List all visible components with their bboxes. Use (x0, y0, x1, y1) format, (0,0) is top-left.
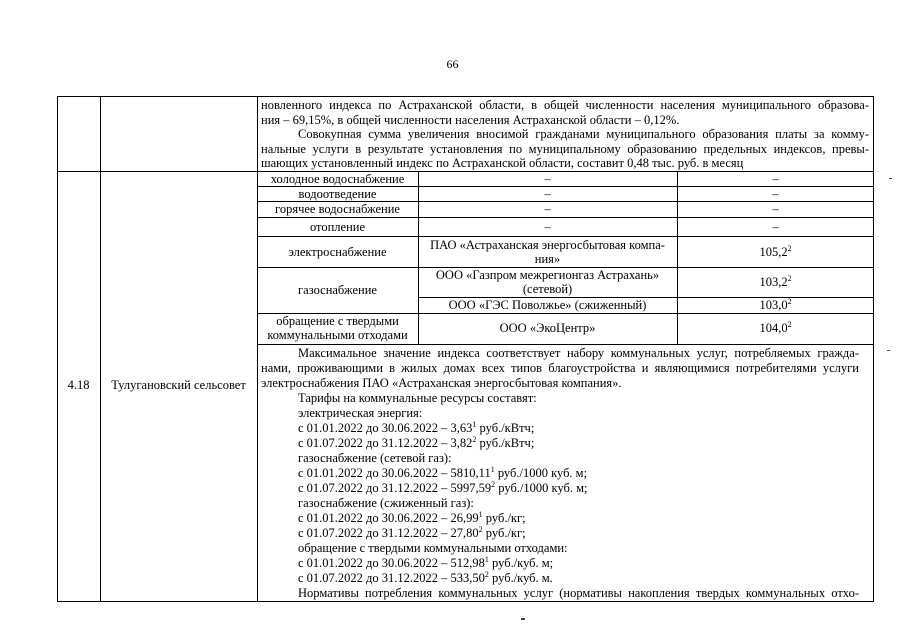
index-value: – (772, 220, 779, 234)
services-row-line (257, 236, 874, 237)
provider-name: – (544, 202, 551, 216)
tariff-heading: обращение с твердыми коммунальными отходами: (298, 541, 568, 555)
index-number: 103,0 (759, 298, 788, 312)
index-value (677, 298, 874, 313)
index-number: 103,2 (759, 275, 788, 289)
provider-name: ООО «ГЭС Поволжье» (сжиженный) (448, 298, 647, 312)
index-number: 104,0 (759, 321, 788, 335)
service-name: обращение с твердыми (276, 314, 399, 328)
service-name: горячее водоснабжение (275, 202, 400, 216)
provider-name: (сетевой) (522, 282, 573, 296)
body-text-line: нами, проживающими в жилых домах всех типов благоустройства и являющимися потребителями услуги (261, 361, 859, 375)
service-name: отопление (309, 220, 366, 234)
provider-name: ния» (534, 252, 561, 266)
provider-name: – (544, 220, 551, 234)
body-text-line: Максимальное значение индекса соответствует набору коммунальных услуг, потребляемых гражда- (298, 346, 859, 360)
tariff-heading: газоснабжение (сжиженный газ): (298, 496, 474, 510)
scan-speck (521, 618, 525, 620)
row-number: 4.18 (67, 378, 90, 392)
index-value (677, 245, 874, 260)
top-text-line: ния – 69,15%, в общей численности населения Астраханской области – 0,12%. (261, 113, 680, 127)
municipality-name: Тулугановский сельсовет (111, 378, 246, 392)
scan-speck (889, 178, 892, 179)
body-text-line: электроснабжения ПАО «Астраханская энергосбытовая компания». (261, 376, 622, 390)
service-name: холодное водоснабжение (270, 172, 405, 186)
tariff-line: с 01.01.2022 до 30.06.2022 – 3,63$^1$ руб./кВтч; (298, 420, 535, 435)
index-value (677, 275, 874, 290)
page-number: 66 (446, 57, 459, 71)
service-name: коммунальными отходами (267, 328, 408, 342)
tariff-line: с 01.07.2022 до 31.12.2022 – 533,50$^2$ руб./куб. м. (298, 570, 553, 585)
service-name: электроснабжение (288, 245, 387, 259)
tariff-line: с 01.07.2022 до 31.12.2022 – 27,80$^2$ руб./кг; (298, 525, 526, 540)
tariff-line: с 01.07.2022 до 31.12.2022 – 5997,59$^2$ руб./1000 куб. м; (298, 480, 588, 495)
index-number: 105,2 (759, 245, 788, 259)
index-value: – (772, 202, 779, 216)
top-text-line: нальные услуги в результате установления по муниципальному образованию предельных индексов, превы- (261, 142, 869, 156)
row-divider-services-end (257, 344, 874, 345)
provider-name: ООО «ЭкоЦентр» (499, 321, 596, 335)
tariff-line: с 01.07.2022 до 31.12.2022 – 3,82$^2$ руб./кВтч; (298, 435, 535, 450)
provider-name: ПАО «Астраханская энергосбытовая компа- (430, 238, 665, 252)
top-text-line: новленного индекса по Астраханской области, в общей численности населения муниципального образова- (261, 98, 869, 112)
provider-name: ООО «Газпром межрегионгаз Астрахань» (435, 268, 660, 282)
index-value: – (772, 187, 779, 201)
footnote-mark: 2 (787, 244, 792, 253)
footnote-mark: 2 (787, 320, 792, 329)
index-value (677, 321, 874, 336)
tariff-line: с 01.01.2022 до 30.06.2022 – 26,99$^1$ руб./кг; (298, 510, 526, 525)
body-text-line: Нормативы потребления коммунальных услуг (нормативы накопления твердых коммунальных отхо- (298, 586, 859, 600)
index-value: – (772, 172, 779, 186)
tariffs-title: Тарифы на коммунальные ресурсы составят: (298, 391, 537, 405)
provider-name: – (544, 172, 551, 186)
scan-speck (887, 350, 890, 351)
service-name: газоснабжение (298, 283, 377, 297)
top-text-line: Совокупная сумма увеличения вносимой гражданами муниципального образования платы за комму- (298, 127, 869, 141)
tariff-line: с 01.01.2022 до 30.06.2022 – 5810,11$^1$ руб./1000 куб. м; (298, 465, 588, 480)
tariff-heading: газоснабжение (сетевой газ): (298, 451, 452, 465)
footnote-mark: 2 (787, 274, 792, 283)
footnote-mark: 2 (787, 297, 792, 306)
service-name: водоотведение (298, 187, 377, 201)
tariff-heading: электрическая энергия: (298, 406, 423, 420)
top-text-line: шающих установленный индекс по Астраханской области, составит 0,48 тыс. руб. в месяц (261, 156, 744, 170)
provider-name: – (544, 187, 551, 201)
tariff-line: с 01.01.2022 до 30.06.2022 – 512,98$^1$ руб./куб. м; (298, 555, 554, 570)
